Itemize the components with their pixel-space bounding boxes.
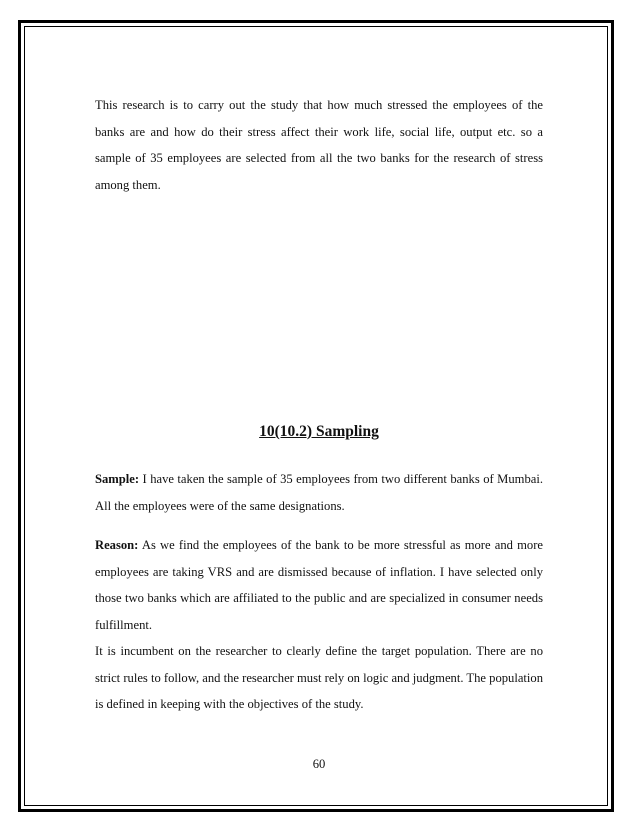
reason-label: Reason:	[95, 538, 139, 552]
reason-text: As we find the employees of the bank to be more stressful as more and more employees are taking VRS and are dismissed because of inflation. I have selected only those two banks which are affiliated to the public and are specialized in consumer needs fulfillment.	[95, 538, 543, 632]
sample-label: Sample:	[95, 472, 140, 486]
reason-paragraph	[95, 532, 543, 638]
population-paragraph: It is incumbent on the researcher to clearly define the target population. There are no strict rules to follow, and the researcher must rely on logic and judgment. The population is defined in keeping with the objectives of the study.	[95, 644, 544, 711]
section-heading: 10(10.2) Sampling	[259, 423, 379, 440]
sample-paragraph	[95, 466, 543, 519]
sample-text: I have taken the sample of 35 employees from two different banks of Mumbai. All the employees were of the same designations.	[95, 472, 543, 513]
page-number: 60	[312, 757, 326, 771]
intro-paragraph: This research is to carry out the study that how much stressed the employees of the banks are and how do their stress affect their work life, social life, output etc. so a sample of 35 employees are selected from all the two banks for the research of stress among them.	[95, 98, 543, 192]
